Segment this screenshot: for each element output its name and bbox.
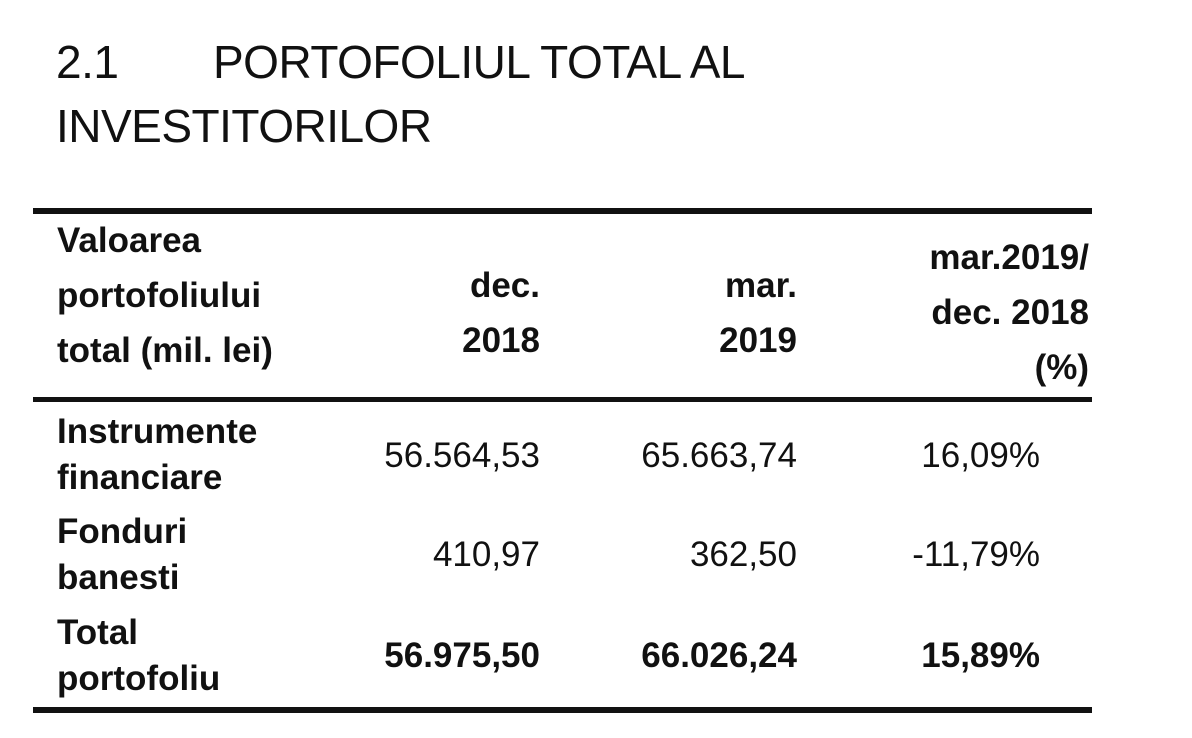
header-label-cell	[57, 213, 347, 378]
row-label-line: Fonduri	[57, 512, 188, 551]
total-dec-2018: 56.975,50	[384, 636, 540, 675]
header-dec-2018-line: dec.	[469, 266, 540, 305]
section-number: 2.1	[56, 36, 119, 88]
value-dec-2018: 56.564,53	[384, 436, 540, 475]
header-label-line: Valoarea	[57, 221, 201, 260]
row-label-fonduri-banesti	[57, 509, 347, 601]
row-label-line: Total	[57, 613, 139, 652]
header-label-line: portofoliului	[57, 276, 262, 315]
header-change-line: dec. 2018	[931, 293, 1089, 332]
header-mar-2019	[719, 258, 797, 368]
row-label-instrumente-financiare	[57, 409, 347, 501]
value-mar-2019: 65.663,74	[641, 436, 797, 475]
value-dec-2018: 410,97	[432, 535, 540, 574]
total-mar-2019: 66.026,24	[641, 636, 797, 675]
row-label-line: financiare	[57, 458, 223, 497]
row-label-line: portofoliu	[57, 659, 221, 698]
header-mar-2019-line: 2019	[719, 321, 797, 360]
value-change-percent: -11,79%	[912, 535, 1040, 574]
row-label-line: banesti	[57, 558, 180, 597]
value-mar-2019: 362,50	[689, 535, 797, 574]
header-change-line: (%)	[1034, 348, 1089, 387]
header-label-line: total (mil. lei)	[57, 331, 273, 370]
total-change-percent: 15,89%	[921, 636, 1040, 675]
heading-title-part-1: PORTOFOLIUL TOTAL AL	[213, 36, 745, 88]
table-bottom-rule	[33, 707, 1092, 713]
header-mar-2019-line: mar.	[725, 266, 797, 305]
row-label-line: Instrumente	[57, 412, 258, 451]
heading-line-1	[56, 30, 745, 94]
heading-title-part-2: INVESTITORILOR	[56, 100, 432, 152]
header-change-line: mar.2019/	[929, 238, 1089, 277]
header-dec-2018	[462, 258, 540, 368]
header-dec-2018-line: 2018	[462, 321, 540, 360]
row-label-total-portofoliu	[57, 610, 347, 702]
section-heading	[56, 30, 745, 158]
value-change-percent: 16,09%	[921, 436, 1040, 475]
header-change-percent	[929, 230, 1089, 395]
table-header-rule	[33, 397, 1092, 402]
